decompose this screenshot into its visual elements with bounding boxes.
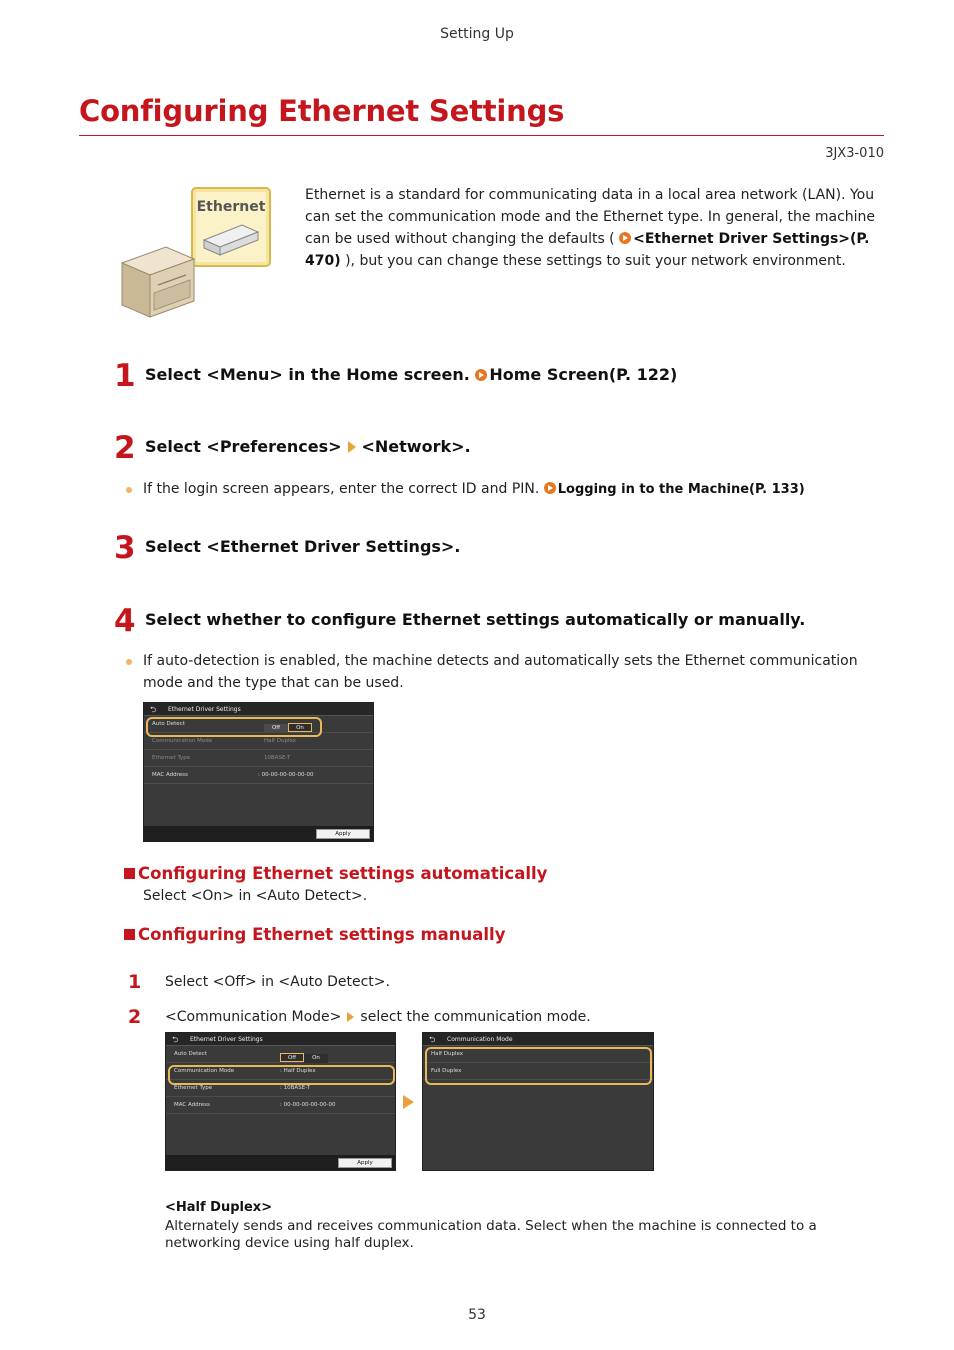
back-icon: ⮌ [429, 1035, 436, 1044]
manual-step-number-1: 1 [128, 971, 142, 993]
highlight-frame [146, 717, 322, 737]
back-icon: ⮌ [172, 1035, 179, 1044]
half-duplex-term: <Half Duplex> [165, 1200, 273, 1215]
auto-detect-row: Auto Detect Off On [144, 716, 373, 733]
highlight-frame [168, 1065, 395, 1085]
apply-button: Apply [316, 829, 370, 839]
screen-footer [166, 1155, 395, 1170]
next-arrow-icon [403, 1095, 414, 1109]
ethernet-type-row: Ethernet Type : 10BASE-T [166, 1080, 395, 1097]
mac-address-row: MAC Address : 00-00-00-00-00-00 [166, 1097, 395, 1114]
home-screen-link[interactable]: Home Screen(P. 122) [475, 365, 677, 384]
ethernet-driver-settings-screenshot [143, 702, 374, 842]
manual-config-heading: Configuring Ethernet settings manually [124, 925, 505, 944]
ethernet-illustration [118, 185, 278, 320]
logging-in-link[interactable]: Logging in to the Machine(P. 133) [544, 482, 805, 497]
screen-footer [144, 826, 373, 841]
page-number: 53 [468, 1307, 486, 1323]
back-icon: ⮌ [150, 705, 157, 714]
half-duplex-option: Half Duplex [423, 1046, 653, 1063]
page-title: Configuring Ethernet Settings [79, 94, 565, 128]
manual-step-number-2: 2 [128, 1006, 142, 1028]
step-number-1: 1 [114, 358, 136, 394]
step4-note: If auto-detection is enabled, the machine detects and automatically sets the Ethernet communication mode and the type that can be used. [143, 653, 858, 691]
on-toggle: On [304, 1054, 328, 1063]
step-number-4: 4 [114, 603, 136, 639]
step-text-3: Select <Ethernet Driver Settings>. [145, 537, 461, 556]
link-arrow-icon [619, 232, 631, 244]
step-text-2: Select <Preferences> <Network>. [145, 437, 471, 456]
half-duplex-description: Alternately sends and receives communication data. Select when the machine is connected to a networking device using half duplex. [165, 1218, 817, 1251]
mac-address-row: MAC Address : 00-00-00-00-00-00 [144, 767, 373, 784]
screen-title-bar: ⮌ Ethernet Driver Settings [166, 1033, 395, 1046]
auto-detect-row: Auto Detect Off On [166, 1046, 395, 1063]
communication-mode-screenshot [422, 1032, 654, 1171]
manual-step-text-1: Select <Off> in <Auto Detect>. [165, 974, 390, 990]
link-arrow-icon [544, 482, 556, 494]
ethernet-driver-settings-manual-screenshot [165, 1032, 396, 1171]
off-toggle: Off [280, 1053, 304, 1062]
running-header: Setting Up [440, 26, 514, 42]
screen-title-bar: ⮌ Ethernet Driver Settings [144, 703, 373, 716]
auto-config-heading: Configuring Ethernet settings automatically [124, 864, 547, 883]
step2-note: If the login screen appears, enter the correct ID and PIN. Logging in to the Machine(P. 133) [143, 481, 805, 497]
intro-text-after: ), but you can change these settings to suit your network environment. [340, 253, 846, 269]
step-text-1: Select <Menu> in the Home screen. Home Screen(P. 122) [145, 365, 678, 384]
manual-step-text-2: <Communication Mode> select the communication mode. [165, 1009, 591, 1025]
step-number-3: 3 [114, 530, 136, 566]
navigation-arrow-icon [348, 441, 356, 453]
navigation-arrow-icon [347, 1012, 354, 1022]
square-bullet-icon [124, 929, 135, 940]
highlight-frame [425, 1047, 652, 1085]
square-bullet-icon [124, 868, 135, 879]
full-duplex-option: Full Duplex [423, 1063, 653, 1080]
screen-title-bar: ⮌ Communication Mode [423, 1033, 653, 1046]
document-code: 3JX3-010 [825, 146, 884, 161]
title-rule [79, 135, 884, 136]
step-text-4: Select whether to configure Ethernet settings automatically or manually. [145, 610, 806, 629]
ethernet-driver-settings-link[interactable]: <Ethernet Driver Settings>(P. 470) [305, 231, 870, 269]
intro-text-before: Ethernet is a standard for communicating data in a local area network (LAN). You can set the communication mode and the Ethernet type. In general, the machine can be used without changing the defaults ( [305, 187, 876, 247]
intro-paragraph [305, 184, 885, 272]
apply-button: Apply [338, 1158, 392, 1168]
bullet-icon [126, 659, 132, 665]
communication-mode-row: Communication Mode Half Duplex [144, 733, 373, 750]
ethernet-card-label: Ethernet [196, 199, 266, 215]
communication-mode-row: Communication Mode : Half Duplex [166, 1063, 395, 1080]
on-toggle: On [288, 723, 312, 732]
auto-config-text: Select <On> in <Auto Detect>. [143, 888, 368, 904]
off-toggle: Off [264, 724, 288, 733]
step-number-2: 2 [114, 430, 136, 466]
link-arrow-icon [475, 369, 487, 381]
bullet-icon [126, 487, 132, 493]
ethernet-type-row: Ethernet Type 10BASE-T [144, 750, 373, 767]
